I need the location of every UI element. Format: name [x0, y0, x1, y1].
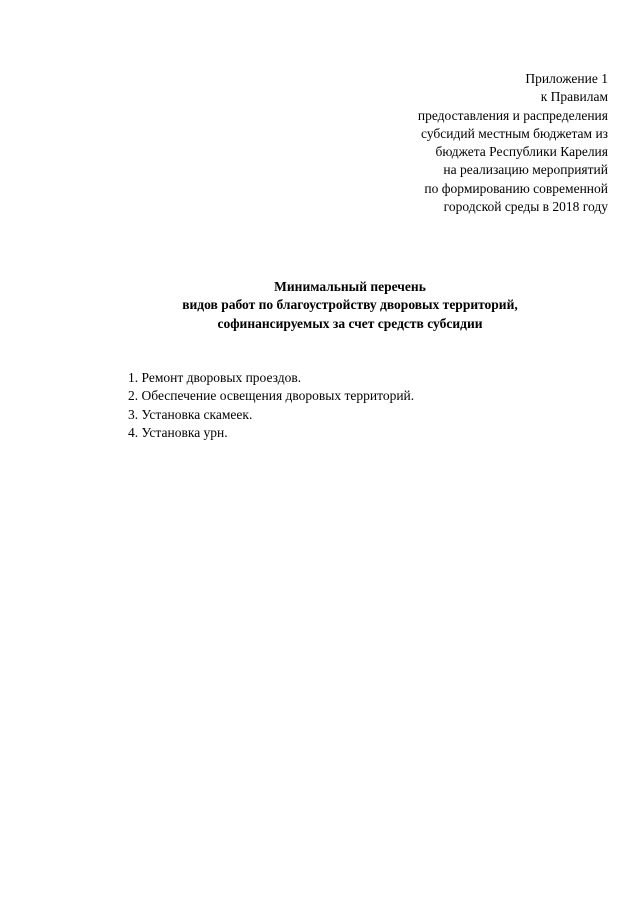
appendix-line: бюджета Республики Карелия	[435, 144, 608, 160]
appendix-line: предоставления и распределения	[417, 107, 608, 123]
title-line: софинансируемых за счет средств субсидии	[217, 315, 483, 331]
appendix-line: на реализацию мероприятий	[443, 162, 608, 178]
title-line: Минимальный перечень	[274, 279, 426, 294]
works-list	[128, 369, 414, 442]
appendix-header	[348, 70, 608, 216]
list-item: 3. Установка скамеек.	[128, 406, 253, 422]
appendix-line: к Правилам	[540, 89, 608, 105]
document-title	[0, 278, 640, 333]
appendix-line: по формированию современной	[424, 180, 608, 196]
appendix-line: субсидий местным бюджетам из	[421, 125, 608, 141]
appendix-line: городской среды в 2018 году	[443, 199, 608, 215]
list-item: 1. Ремонт дворовых проездов.	[128, 370, 302, 385]
appendix-line: Приложение 1	[525, 71, 608, 86]
list-item: 2. Обеспечение освещения дворовых территорий.	[128, 388, 415, 404]
list-item: 4. Установка урн.	[128, 424, 228, 440]
title-line: видов работ по благоустройству дворовых территорий,	[182, 297, 518, 313]
